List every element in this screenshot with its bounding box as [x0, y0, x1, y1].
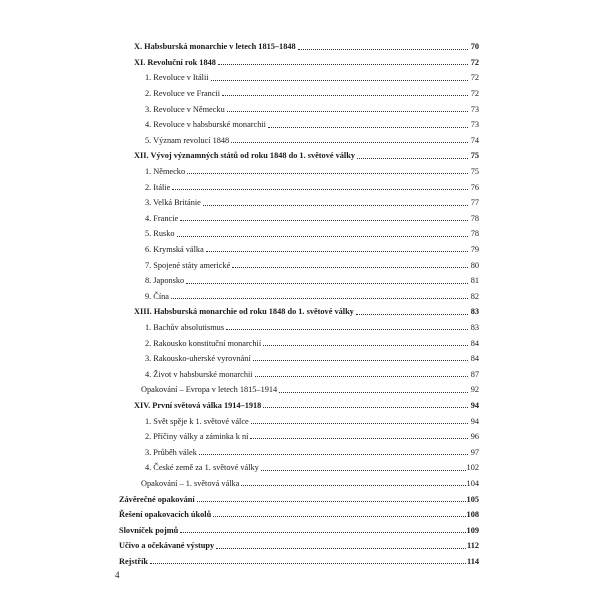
dot-leader — [253, 360, 468, 361]
toc-entry-page: 108 — [466, 510, 479, 520]
toc-entry[interactable] — [119, 192, 479, 208]
toc-entry-label: 2. Příčiny války a záminka k ní — [145, 432, 249, 442]
dot-leader — [232, 267, 468, 268]
toc-entry-page: 75 — [470, 151, 479, 161]
dot-leader — [279, 392, 468, 393]
dot-leader — [172, 189, 468, 190]
dot-leader — [356, 314, 468, 315]
dot-leader — [226, 329, 468, 330]
toc-entry-page: 94 — [470, 416, 479, 426]
toc-entry[interactable] — [119, 519, 479, 535]
toc-entry-label: XII. Vývoj významných států od roku 1848 do 1. světové války — [134, 151, 355, 161]
dot-leader — [186, 283, 468, 284]
toc-entry[interactable] — [119, 473, 479, 489]
toc-entry[interactable] — [119, 145, 479, 161]
toc-entry-page: 102 — [466, 463, 479, 473]
dot-leader — [187, 173, 468, 174]
toc-entry-label: 9. Čína — [145, 291, 169, 301]
dot-leader — [250, 438, 468, 439]
toc-entry-label: Závěrečné opakování — [119, 494, 195, 504]
dot-leader — [263, 407, 468, 408]
toc-entry-page: 74 — [470, 135, 479, 145]
toc-entry[interactable] — [119, 551, 479, 567]
dot-leader — [251, 423, 468, 424]
toc-entry-page: 83 — [470, 322, 479, 332]
dot-leader — [218, 64, 468, 65]
toc-entry-label: 7. Spojené státy americké — [145, 260, 231, 270]
toc-entry[interactable] — [119, 441, 479, 457]
toc-entry-page: 75 — [470, 167, 479, 177]
toc-entry-label: 8. Japonsko — [145, 276, 185, 286]
toc-entry-label: 4. Revoluce v habsburské monarchii — [145, 120, 266, 130]
toc-entry-page: 94 — [470, 400, 479, 410]
toc-entry-label: 2. Revoluce ve Francii — [145, 89, 221, 99]
toc-entry-label: XI. Revoluční rok 1848 — [134, 57, 216, 67]
toc-entry-label: 1. Německo — [145, 167, 186, 177]
toc-entry-label: 2. Rakousko konstituční monarchií — [145, 338, 262, 348]
toc-entry-page: 84 — [470, 354, 479, 364]
toc-entry-page: 73 — [470, 104, 479, 114]
toc-entry[interactable] — [119, 161, 479, 177]
toc-entry-page: 72 — [470, 89, 479, 99]
dot-leader — [199, 454, 468, 455]
toc-entry[interactable] — [119, 270, 479, 286]
toc-entry[interactable] — [119, 332, 479, 348]
toc-entry-label: 3. Průběh válek — [145, 447, 197, 457]
toc-entry[interactable] — [119, 488, 479, 504]
toc-entry-label: 3. Rakousko-uherské vyrovnání — [145, 354, 251, 364]
toc-entry-label: Učivo a očekávané výstupy — [119, 541, 215, 551]
dot-leader — [241, 485, 465, 486]
toc-entry-label: 3. Velká Británie — [145, 198, 201, 208]
toc-entry-page: 73 — [470, 120, 479, 130]
toc-entry-label: Rejstřík — [119, 556, 149, 566]
toc-entry[interactable] — [119, 504, 479, 520]
dot-leader — [216, 548, 466, 549]
toc-entry-page: 97 — [470, 447, 479, 457]
toc-entry[interactable] — [119, 254, 479, 270]
dot-leader — [180, 532, 465, 533]
dot-leader — [263, 345, 468, 346]
toc-entry[interactable] — [119, 114, 479, 130]
dot-leader — [222, 95, 468, 96]
dot-leader — [231, 142, 468, 143]
toc-entry-page: 76 — [470, 182, 479, 192]
toc-entry[interactable] — [119, 52, 479, 68]
dot-leader — [177, 236, 468, 237]
toc-entry[interactable] — [119, 286, 479, 302]
toc-entry-page: 72 — [470, 73, 479, 83]
toc-entry-label: 4. Život v habsburské monarchii — [145, 369, 253, 379]
dot-leader — [203, 205, 468, 206]
toc-entry-label: 1. Bachův absolutismus — [145, 322, 225, 332]
toc-entry-label: Řešení opakovacích úkolů — [119, 510, 212, 520]
dot-leader — [211, 80, 468, 81]
toc-entry-page: 96 — [470, 432, 479, 442]
dot-leader — [268, 127, 468, 128]
dot-leader — [255, 376, 468, 377]
dot-leader — [261, 470, 466, 471]
toc-entry[interactable] — [119, 535, 479, 551]
toc-entry-page: 109 — [466, 525, 479, 535]
toc-entry[interactable] — [119, 317, 479, 333]
toc-entry-label: Opakování – Evropa v letech 1815–1914 — [141, 385, 278, 395]
toc-entry-page: 80 — [470, 260, 479, 270]
dot-leader — [206, 251, 468, 252]
toc-entry-label: 6. Krymská válka — [145, 245, 204, 255]
dot-leader — [213, 516, 465, 517]
dot-leader — [227, 111, 468, 112]
page-number: 4 — [115, 570, 120, 580]
toc-entry-page: 105 — [466, 494, 479, 504]
toc-entry-page: 70 — [470, 42, 479, 52]
toc-entry[interactable] — [119, 348, 479, 364]
toc-entry-page: 112 — [467, 541, 479, 551]
dot-leader — [150, 563, 466, 564]
toc-entry-label: XIV. První světová válka 1914–1918 — [134, 400, 262, 410]
toc-entry-label: 3. Revoluce v Německu — [145, 104, 225, 114]
toc-entry[interactable] — [119, 363, 479, 379]
dot-leader — [197, 501, 466, 502]
toc-entry-label: X. Habsburská monarchie v letech 1815–1848 — [134, 42, 296, 52]
toc-entry[interactable] — [119, 301, 479, 317]
toc-entry-label: 4. České země za 1. světové války — [145, 463, 259, 473]
toc-entry[interactable] — [119, 395, 479, 411]
dot-leader — [298, 49, 468, 50]
toc-entry[interactable] — [119, 223, 479, 239]
toc-entry-page: 114 — [467, 556, 479, 566]
toc-entry-label: 1. Svět spěje k 1. světové válce — [145, 416, 249, 426]
table-of-contents — [119, 36, 479, 566]
toc-entry-page: 81 — [470, 276, 479, 286]
toc-entry-label: Slovníček pojmů — [119, 525, 179, 535]
toc-entry[interactable] — [119, 130, 479, 146]
toc-entry[interactable] — [119, 67, 479, 83]
toc-entry-label: XIII. Habsburská monarchie od roku 1848 do 1. světové války — [134, 307, 354, 317]
toc-entry[interactable] — [119, 176, 479, 192]
dot-leader — [357, 158, 468, 159]
toc-entry-label: Opakování – 1. světová válka — [141, 478, 240, 488]
toc-entry-page: 84 — [470, 338, 479, 348]
toc-entry-label: 1. Revoluce v Itálii — [145, 73, 209, 83]
toc-entry-label: 5. Význam revolucí 1848 — [145, 135, 230, 145]
toc-entry-label: 2. Itálie — [145, 182, 171, 192]
dot-leader — [171, 298, 468, 299]
toc-entry-page: 79 — [470, 245, 479, 255]
toc-entry[interactable] — [119, 208, 479, 224]
toc-entry[interactable] — [119, 379, 479, 395]
toc-entry-page: 87 — [470, 369, 479, 379]
toc-entry[interactable] — [119, 36, 479, 52]
toc-entry[interactable] — [119, 83, 479, 99]
toc-entry-page: 82 — [470, 291, 479, 301]
toc-entry-page: 104 — [466, 478, 479, 488]
toc-entry-page: 72 — [470, 57, 479, 67]
toc-entry[interactable] — [119, 426, 479, 442]
toc-entry-page: 83 — [470, 307, 479, 317]
toc-entry[interactable] — [119, 98, 479, 114]
toc-entry-page: 92 — [470, 385, 479, 395]
dot-leader — [180, 220, 468, 221]
toc-entry-page: 77 — [470, 198, 479, 208]
toc-entry[interactable] — [119, 457, 479, 473]
toc-entry-page: 78 — [470, 229, 479, 239]
toc-entry[interactable] — [119, 239, 479, 255]
toc-entry-label: 4. Francie — [145, 213, 179, 223]
toc-entry[interactable] — [119, 410, 479, 426]
toc-entry-label: 5. Rusko — [145, 229, 175, 239]
toc-entry-page: 78 — [470, 213, 479, 223]
